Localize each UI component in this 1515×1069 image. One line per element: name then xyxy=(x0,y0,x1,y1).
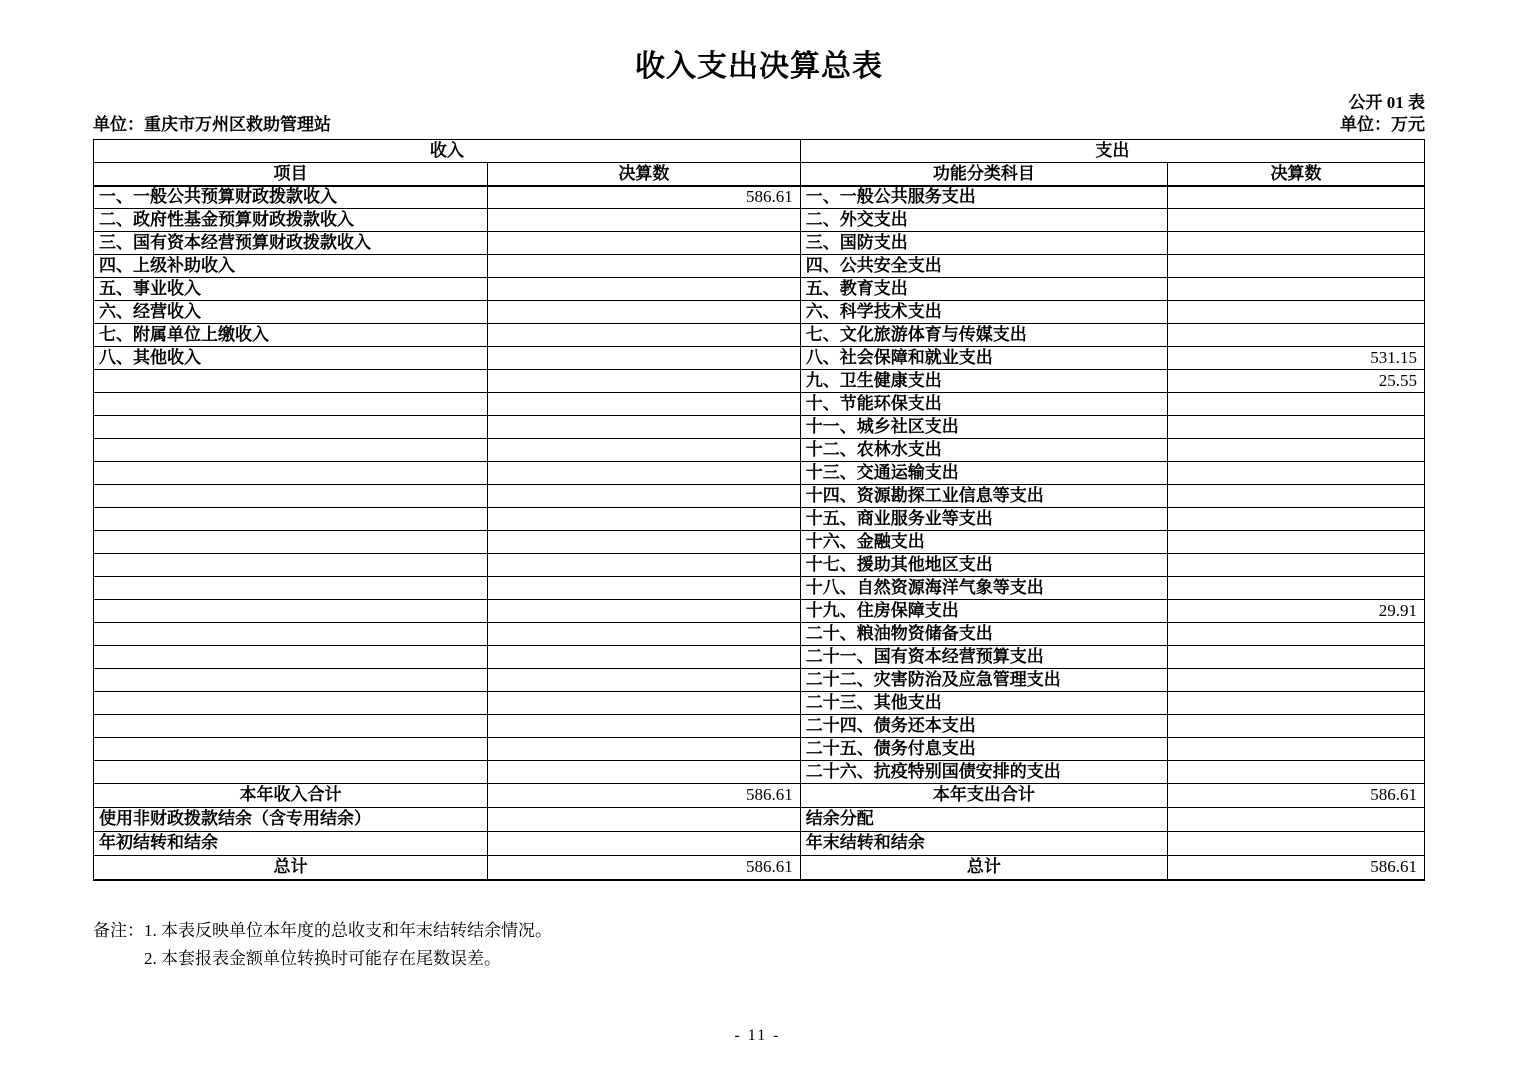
expense-amount-cell: 586.61 xyxy=(1168,784,1425,808)
expense-amount-cell xyxy=(1168,209,1425,232)
summary-row xyxy=(94,832,1425,856)
note-item: 1. 本表反映单位本年度的总收支和年末结转结余情况。 xyxy=(144,920,552,940)
table-row xyxy=(94,715,1425,738)
col-header-expense-item: 功能分类科目 xyxy=(800,163,1167,186)
income-item-cell: 四、上级补助收入 xyxy=(94,255,488,278)
income-item-cell xyxy=(94,577,488,600)
income-amount-cell xyxy=(487,347,800,370)
income-amount-cell xyxy=(487,232,800,255)
expense-amount-cell xyxy=(1168,832,1425,856)
expense-item-cell: 十八、自然资源海洋气象等支出 xyxy=(800,577,1167,600)
expense-item-cell: 四、公共安全支出 xyxy=(800,255,1167,278)
expense-item-cell: 十二、农林水支出 xyxy=(800,439,1167,462)
income-item-cell: 二、政府性基金预算财政拨款收入 xyxy=(94,209,488,232)
income-item-cell xyxy=(94,761,488,784)
expense-amount-cell xyxy=(1168,439,1425,462)
table-row xyxy=(94,255,1425,278)
expense-amount-cell xyxy=(1168,738,1425,761)
expense-amount-cell xyxy=(1168,508,1425,531)
col-header-expense-amount: 决算数 xyxy=(1168,163,1425,186)
col-header-income-amount: 决算数 xyxy=(487,163,800,186)
income-item-cell xyxy=(94,623,488,646)
income-item-cell: 三、国有资本经营预算财政拨款收入 xyxy=(94,232,488,255)
income-expense-table xyxy=(93,139,1425,881)
income-amount-cell xyxy=(487,209,800,232)
income-item-cell xyxy=(94,554,488,577)
expense-amount-cell: 25.55 xyxy=(1168,370,1425,393)
expense-section-header: 支出 xyxy=(800,140,1424,163)
page-number: - 11 - xyxy=(734,1027,781,1044)
income-amount-cell xyxy=(487,761,800,784)
table-row xyxy=(94,485,1425,508)
expense-item-cell: 十三、交通运输支出 xyxy=(800,462,1167,485)
expense-amount-cell: 586.61 xyxy=(1168,856,1425,880)
expense-item-cell: 十九、住房保障支出 xyxy=(800,600,1167,623)
summary-body xyxy=(94,784,1425,880)
table-row xyxy=(94,462,1425,485)
income-amount-cell xyxy=(487,669,800,692)
expense-item-cell: 二十三、其他支出 xyxy=(800,692,1167,715)
income-item-cell xyxy=(94,393,488,416)
summary-row xyxy=(94,808,1425,832)
expense-amount-cell: 29.91 xyxy=(1168,600,1425,623)
income-amount-cell xyxy=(487,808,800,832)
expense-item-cell: 二十、粮油物资储备支出 xyxy=(800,623,1167,646)
table-row xyxy=(94,439,1425,462)
expense-amount-cell xyxy=(1168,646,1425,669)
income-item-cell xyxy=(94,439,488,462)
unit-name-label: 单位：重庆市万州区救助管理站 xyxy=(93,114,331,134)
income-amount-cell: 586.61 xyxy=(487,186,800,209)
income-amount-cell xyxy=(487,554,800,577)
expense-item-cell: 本年支出合计 xyxy=(800,784,1167,808)
income-amount-cell xyxy=(487,508,800,531)
table-row xyxy=(94,324,1425,347)
income-item-cell: 年初结转和结余 xyxy=(94,832,488,856)
table-row xyxy=(94,669,1425,692)
income-item-cell xyxy=(94,508,488,531)
expense-amount-cell xyxy=(1168,761,1425,784)
expense-item-cell: 八、社会保障和就业支出 xyxy=(800,347,1167,370)
table-row xyxy=(94,209,1425,232)
expense-amount-cell xyxy=(1168,669,1425,692)
income-item-cell: 五、事业收入 xyxy=(94,278,488,301)
expense-amount-cell xyxy=(1168,531,1425,554)
col-header-income-item: 项目 xyxy=(94,163,488,186)
income-item-cell: 本年收入合计 xyxy=(94,784,488,808)
income-amount-cell xyxy=(487,370,800,393)
expense-amount-cell xyxy=(1168,255,1425,278)
income-item-cell: 六、经营收入 xyxy=(94,301,488,324)
expense-item-cell: 二十一、国有资本经营预算支出 xyxy=(800,646,1167,669)
expense-item-cell: 十、节能环保支出 xyxy=(800,393,1167,416)
expense-item-cell: 三、国防支出 xyxy=(800,232,1167,255)
expense-item-cell: 结余分配 xyxy=(800,808,1167,832)
expense-amount-cell xyxy=(1168,485,1425,508)
table-row xyxy=(94,186,1425,209)
table-row xyxy=(94,278,1425,301)
expense-amount-cell xyxy=(1168,808,1425,832)
expense-amount-cell xyxy=(1168,692,1425,715)
expense-amount-cell xyxy=(1168,232,1425,255)
expense-amount-cell: 531.15 xyxy=(1168,347,1425,370)
income-amount-cell xyxy=(487,393,800,416)
expense-item-cell: 六、科学技术支出 xyxy=(800,301,1167,324)
income-amount-cell xyxy=(487,715,800,738)
table-row xyxy=(94,393,1425,416)
income-amount-cell xyxy=(487,623,800,646)
income-amount-cell xyxy=(487,738,800,761)
table-row xyxy=(94,416,1425,439)
income-item-cell: 七、附属单位上缴收入 xyxy=(94,324,488,347)
table-row xyxy=(94,554,1425,577)
income-item-cell xyxy=(94,738,488,761)
income-item-cell xyxy=(94,531,488,554)
notes-label: 备注： xyxy=(93,920,144,940)
expense-item-cell: 十一、城乡社区支出 xyxy=(800,416,1167,439)
table-row xyxy=(94,531,1425,554)
table-row xyxy=(94,370,1425,393)
income-item-cell: 使用非财政拨款结余（含专用结余） xyxy=(94,808,488,832)
table-body xyxy=(94,186,1425,784)
income-amount-cell xyxy=(487,324,800,347)
income-amount-cell xyxy=(487,278,800,301)
income-item-cell xyxy=(94,692,488,715)
expense-item-cell: 十四、资源勘探工业信息等支出 xyxy=(800,485,1167,508)
income-item-cell: 八、其他收入 xyxy=(94,347,488,370)
expense-amount-cell xyxy=(1168,715,1425,738)
expense-amount-cell xyxy=(1168,416,1425,439)
summary-row xyxy=(94,784,1425,808)
section-header-row xyxy=(94,140,1425,163)
table-row xyxy=(94,623,1425,646)
income-amount-cell xyxy=(487,462,800,485)
note-item: 2. 本套报表金额单位转换时可能存在尾数误差。 xyxy=(144,948,501,968)
income-amount-cell xyxy=(487,692,800,715)
expense-amount-cell xyxy=(1168,393,1425,416)
income-amount-cell: 586.61 xyxy=(487,856,800,880)
income-item-cell xyxy=(94,370,488,393)
table-row xyxy=(94,761,1425,784)
table-row xyxy=(94,600,1425,623)
expense-item-cell: 总计 xyxy=(800,856,1167,880)
expense-amount-cell xyxy=(1168,462,1425,485)
income-amount-cell xyxy=(487,832,800,856)
income-item-cell xyxy=(94,715,488,738)
income-amount-cell xyxy=(487,646,800,669)
expense-amount-cell xyxy=(1168,301,1425,324)
income-section-header: 收入 xyxy=(94,140,801,163)
expense-amount-cell xyxy=(1168,278,1425,301)
income-amount-cell: 586.61 xyxy=(487,784,800,808)
income-amount-cell xyxy=(487,600,800,623)
expense-item-cell: 十五、商业服务业等支出 xyxy=(800,508,1167,531)
income-amount-cell xyxy=(487,301,800,324)
table-row xyxy=(94,347,1425,370)
expense-item-cell: 年末结转和结余 xyxy=(800,832,1167,856)
expense-amount-cell xyxy=(1168,324,1425,347)
income-item-cell xyxy=(94,646,488,669)
income-item-cell: 总计 xyxy=(94,856,488,880)
meta-row xyxy=(93,115,1425,135)
page-title: 收入支出决算总表 xyxy=(635,50,883,83)
income-amount-cell xyxy=(487,577,800,600)
income-amount-cell xyxy=(487,255,800,278)
expense-item-cell: 五、教育支出 xyxy=(800,278,1167,301)
table-row xyxy=(94,577,1425,600)
income-item-cell xyxy=(94,485,488,508)
income-item-cell xyxy=(94,669,488,692)
expense-item-cell: 二、外交支出 xyxy=(800,209,1167,232)
income-amount-cell xyxy=(487,416,800,439)
income-item-cell xyxy=(94,600,488,623)
expense-item-cell: 七、文化旅游体育与传媒支出 xyxy=(800,324,1167,347)
income-item-cell: 一、一般公共预算财政拨款收入 xyxy=(94,186,488,209)
expense-item-cell: 九、卫生健康支出 xyxy=(800,370,1167,393)
expense-item-cell: 二十二、灾害防治及应急管理支出 xyxy=(800,669,1167,692)
income-amount-cell xyxy=(487,439,800,462)
expense-item-cell: 十七、援助其他地区支出 xyxy=(800,554,1167,577)
table-row xyxy=(94,738,1425,761)
expense-amount-cell xyxy=(1168,577,1425,600)
expense-item-cell: 十六、金融支出 xyxy=(800,531,1167,554)
table-row xyxy=(94,692,1425,715)
expense-item-cell: 一、一般公共服务支出 xyxy=(800,186,1167,209)
expense-item-cell: 二十五、债务付息支出 xyxy=(800,738,1167,761)
income-item-cell xyxy=(94,416,488,439)
expense-item-cell: 二十四、债务还本支出 xyxy=(800,715,1167,738)
table-code-label: 公开 01 表 xyxy=(1348,93,1425,112)
expense-amount-cell xyxy=(1168,554,1425,577)
unit-money-label: 单位：万元 xyxy=(1340,114,1425,134)
expense-amount-cell xyxy=(1168,623,1425,646)
income-amount-cell xyxy=(487,531,800,554)
summary-row xyxy=(94,856,1425,880)
table-row xyxy=(94,301,1425,324)
notes-block xyxy=(93,917,1425,973)
note-items xyxy=(144,917,552,973)
expense-item-cell: 二十六、抗疫特别国债安排的支出 xyxy=(800,761,1167,784)
column-header-row xyxy=(94,163,1425,186)
expense-amount-cell xyxy=(1168,186,1425,209)
income-amount-cell xyxy=(487,485,800,508)
table-row xyxy=(94,232,1425,255)
table-row xyxy=(94,508,1425,531)
table-row xyxy=(94,646,1425,669)
income-item-cell xyxy=(94,462,488,485)
